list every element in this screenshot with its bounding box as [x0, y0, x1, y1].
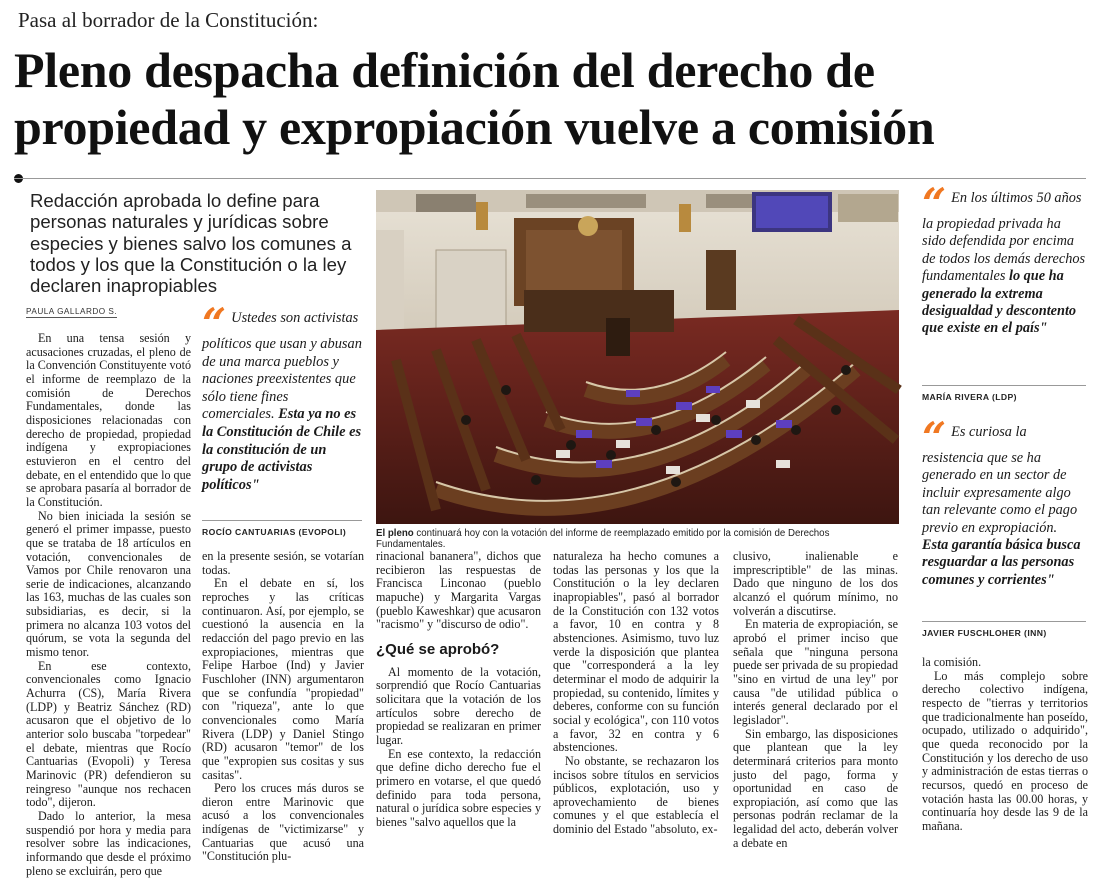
quote-2-attribution: MARÍA RIVERA (LDP) [922, 392, 1017, 402]
paragraph: clusivo, inalienable e imprescriptible" de las minas. Dado que ninguno de los dos alcanzó el quórum mínimo, no volverán a discutirse. [733, 549, 898, 618]
caption-bold: El pleno [376, 528, 414, 539]
paragraph: No obstante, se rechazaron los incisos sobre títulos en servicios públicos, explotación, uso y aprovechamiento de bienes comunes y el que establecía el dominio del Estado "absoluto, ex- [553, 753, 719, 837]
paragraph: No bien iniciada la sesión se generó el primer impasse, puesto que se trataba de 18 artículos en votación, convencionales de Vamos por Chile renovaron una serie de indicaciones, alcanzando las 163, muchas de las cuales son subsidiarias, es decir, si la primera no alcanza 103 votos del quórum, se vota la segunda del mismo tenor. [26, 508, 191, 660]
photo-chamber [376, 190, 899, 524]
paragraph: la comisión. [922, 655, 982, 669]
byline: PAULA GALLARDO S. [26, 307, 118, 316]
quote-mark-icon: “ [922, 413, 947, 462]
pull-quote-1 [202, 299, 362, 494]
paragraph: Pero los cruces más duros se dieron entre Marinovic que acusó a los convencionales indígenas de "victimizarse" y Cantuarias que acusó una "Constitución plu- [202, 781, 364, 864]
quote-1-bold: Esta ya no es la Constitución de Chile es la constitución de un grupo de activistas políticos" [202, 406, 362, 493]
pull-quote-3 [922, 413, 1086, 589]
body-column-5 [733, 550, 898, 850]
paragraph: Lo más complejo sobre derecho colectivo indígena, respecto de "tierras y territorios que tradicionalmente han poseído, ocupado, utilizado o adquirido", que queda reconocido por la Constitución y los derecho de uso y administración de estas tierras o recursos, quedó en proceso de votación hasta las 00.00 horas, y continuaría hoy desde las 9 de la mañana. [922, 668, 1088, 833]
chamber-photo-illustration [376, 190, 899, 524]
quote-2-rule [922, 385, 1086, 386]
paragraph: En el debate en sí, los reproches y las críticas continuaron. Así, por ejemplo, se cuestionó la ausencia en la redacción del pago previo en las expropiaciones, mientras que Felipe Harboe (Ind) y Javier Fuschloher (INN) argumentaron que se confundía "propiedad" con "riqueza", ante lo que convencionales como María Rivera (LDP) y Daniel Stingo (RD) acusaron "temor" de los que "expropien sus cositas y sus casitas". [202, 576, 364, 782]
quote-mark-icon: “ [202, 299, 227, 348]
kicker: Pasa al borrador de la Constitución: [18, 8, 319, 32]
quote-1-attribution: ROCÍO CANTUARIAS (EVOPOLI) [202, 527, 347, 537]
deck: Redacción aprobada lo define para personas naturales y jurídicas sobre especies y bienes salvo los comunes a todos y los que la Constitución o la ley declaren inapropiables [30, 190, 352, 297]
paragraph: En materia de expropiación, se aprobó el primer inciso que señala que "ninguna persona puede ser privada de su propiedad "sino en virtud de una ley" por causa "de utilidad pública o interés general declarado por el legislador". [733, 617, 898, 727]
quote-3-italic: Es curiosa la resistencia que se ha generado en un sector de incluir expresamente algo tan relevante como el pago previo en expropiación. [922, 424, 1078, 536]
paragraph: rinacional bananera", dichos que recibieron las respuestas de Francisca Linconao (pueblo mapuche) y Margarita Vargas (pueblo Kaweshkar) que acusaron "racismo" y "discurso de odio". [376, 549, 541, 632]
paragraph: Al momento de la votación, sorprendió que Rocío Cantuarias solicitara que la votación de los artículos sobre derecho de propiedad se realizaran en primer lugar. [376, 664, 541, 747]
paragraph: En ese contexto, la redacción que define dicho derecho fue el primero en votarse, el que quedó definido para toda persona, natural o jurídica sobre especies y bienes "salvo aquellos que la [376, 746, 541, 829]
quote-2-italic: En los últimos 50 años la propiedad privada ha sido defendida por encima de todos los demás derechos fundamentales [922, 190, 1086, 285]
body-column-4 [553, 550, 719, 837]
paragraph: Sin embargo, las disposiciones que plantean que la ley determinará criterios para monto justo del pago, forma y oportunidad en caso de expropiación, así como que las personas podrán reclamar de la legalidad del acto, deberán volver a debate en [733, 726, 898, 850]
quote-1-rule [202, 520, 362, 521]
photo-caption [376, 528, 899, 550]
body-column-2 [202, 550, 364, 864]
body-column-6 [922, 656, 1088, 834]
paragraph: Dado lo anterior, la mesa suspendió por hora y media para resolver sobre las indicaciones, informando que desde el próximo pleno se excluirán, pero que [26, 808, 191, 878]
body-column-3 [376, 550, 541, 829]
quote-3-attribution: JAVIER FUSCHLOHER (INN) [922, 628, 1047, 638]
quote-2-bold: lo que ha generado la extrema desigualdad y descontento que existe en el país" [922, 268, 1077, 337]
pull-quote-2 [922, 179, 1086, 338]
headline: Pleno despacha definición del derecho de propiedad y expropiación vuelve a comisión [14, 42, 935, 155]
quote-mark-icon: “ [922, 179, 947, 228]
body-column-1 [26, 332, 191, 878]
subhead: ¿Qué se aprobó? [376, 640, 500, 658]
quote-3-rule [922, 621, 1086, 622]
paragraph: En una tensa sesión y acusaciones cruzadas, el pleno de la Convención Constituyente votó el informe de reemplazo de la comisión de Derechos Fundamentales, donde las disposiciones relacionadas con derecho de propiedad, propiedad indígena y expropiaciones estuvieron en el centro del debate, en el entendido que lo que se aprobara pasaría al borrador de la Constitución. [26, 331, 191, 509]
paragraph: en la presente sesión, se votarían todas. [202, 549, 364, 577]
quote-3-bold: Esta garantía básica busca resguardar a las personas comunes y corrientes" [922, 537, 1081, 588]
paragraph: naturaleza ha hecho comunes a todas las personas y los que la Constitución o la ley declaren inapropiables", pasó al borrador de la Constitución con 132 votos a favor, 10 en contra y 8 abstenciones. Asimismo, tuvo luz verde la disposición que plantea que "corresponderá a la ley determinar el modo de adquirir la propiedad, su contenido, límites y deberes, conforme con su función social y ecológica", con 110 votos a favor, 32 en contra y 6 abstenciones. [553, 549, 719, 755]
quote-1-italic: Ustedes son activistas políticos que usan y abusan de una marca pueblos y naciones preexistentes que sólo tiene fines comerciales. [202, 310, 362, 423]
paragraph: En ese contexto, convencionales como Ignacio Achurra (CS), María Rivera (LDP) y Beatriz Sánchez (RD) acusaron que el objetivo de lo anterior solo buscaba "torpedear" el debate, mientras que Rocío Cantuarias (Evopoli) y Teresa Marinovic (PR) defendieron su reingreso "aunque nos rechacen todo", dijeron. [26, 658, 191, 810]
caption-text: continuará hoy con la votación del informe de reemplazado emitido por la comisión de Derechos Fundamentales. [376, 528, 830, 550]
